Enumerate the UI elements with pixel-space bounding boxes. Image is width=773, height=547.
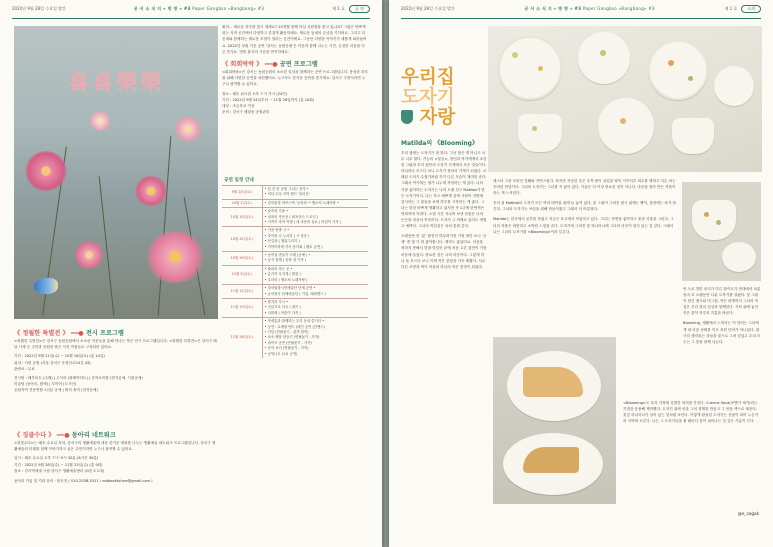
arrow-icon: ━━● xyxy=(264,61,280,69)
schedule-item: • 밤거리 다시 • xyxy=(264,299,289,304)
plate-photo xyxy=(493,337,616,504)
schedule-item: • 디딤 (연필꽂기 - 관객 참여) xyxy=(264,329,309,334)
article-col-1 xyxy=(401,150,487,270)
schedule-item: • 강서물결 어쿠스틱 '공성치' • 행오처 노래자랑 • xyxy=(264,200,339,205)
article-subtitle: Matilda의 《Blooming》 xyxy=(401,140,478,147)
schedule-row xyxy=(222,318,368,358)
article-col1-text: 우리 집에는 도자기가 참 많다. 그냥 많은 게 아니고 너무 너무 많다. 기능의 <꽃들>, 장인과 작가에게서 호감한 그림과 우리 집안의 도자기 가게에서 모은 것들이다. 하나하나 모으다 보니 도자기 장터의 가게가 되었다. 오래된 도자기 수집가처럼 각기 다른 모습이 재미를 준다. 그래서 여기에는 평가 나누며 자랑하는 게 있다. 나의 가장 좋아하는 도자기는 나의 오랜 친구 Matilda가 만든 도자기이다. 나는 작고 예쁘게 살며 사람이 자연에 감사하는 그 꽃들을 보며 하루를 시작하는 게 좋다. 그녀는 항상 바쁘게 생활하고 있지만 꼭 1주에 한번씩은 연락하며 지낸다. 오랜 시간 지나며 보낸 선물은 나의 든든한 마음의 목록이다. 도자기 그 자체로 있어도 귀엽고 예쁘다. 그녀의 작업실은 마치 꽃집 같다. xyxy=(401,151,487,229)
right-section-badge: 소개 xyxy=(741,5,761,13)
schedule-row xyxy=(222,298,368,317)
schedule-item: • 라이브 공연 (연필꽂기 - 가족) xyxy=(264,340,312,345)
program2-extra2: 미술팀 (동아리, 원에) | 부아어 (도시인) xyxy=(14,382,77,387)
right-masthead-text: 공 서 소 식 지 « 방 방 » #3 xyxy=(524,6,582,11)
schedule-item: • 가까이하게 가곡 음악회 ( 첼로 공연 ) xyxy=(264,244,323,249)
program2-title: 《 정월한 특별전 》 xyxy=(14,330,69,337)
left-header-issue: 제 1 호 xyxy=(332,6,345,11)
schedule-items xyxy=(262,208,368,227)
schedule-table xyxy=(222,175,368,358)
schedule-items xyxy=(262,227,368,252)
program1-target: 대상 : 초등학교 이상 xyxy=(222,104,255,109)
right-header-rule xyxy=(401,18,761,19)
bird xyxy=(34,278,58,294)
article-col-4 xyxy=(623,400,761,424)
schedule-item: • 한 잔 한 공원 그리는 음악 • xyxy=(264,187,309,191)
headline xyxy=(401,68,455,128)
schedule-date: 10월 22일(토) xyxy=(222,227,262,252)
program2-arrow-label: 전시 프로그램 xyxy=(85,330,124,337)
schedule-items xyxy=(262,186,368,200)
program2-heading xyxy=(14,329,218,338)
article-col1b-text: 오랜동안 한 ‘분’ 완전히 머무려가를 기원 대단 보니 ‘공제’ 중 몇 가 참 좋아합니다. 생각도 좋았어요. 마음을 정하지 못해서 한참 망설인 끝에 처음 고른 찻잔이 가장 마음에 들었다. 중요한 것은 나의 마음이다. 그렇게 하나 둘 모으다 보니 이제 작은 찻장을 가득 채웠다. 서로 다른 모양과 색이 어울려 하나의 작은 풍경이 되었다. xyxy=(401,234,487,269)
schedule-items xyxy=(262,265,368,284)
schedule-date: 10월 1일(토) xyxy=(222,199,262,207)
program2-place: 위치 : 사랑 공원 (서울 강서구 우장산로24길 43) xyxy=(14,360,91,365)
right-header xyxy=(389,0,773,18)
schedule-item: • 강서합창시민예술단 단체 공연 • xyxy=(264,286,316,291)
program1-note: 문의 : 강서구 배달동 공원관리 xyxy=(222,110,270,115)
article-col2c-text: Matilda는 한국에서 공부를 하였고 지금은 호주에서 작업하고 있다. 그녀는 자연을 좋아하고 꽃과 식물을 그린다. 그녀의 작품은 따뜻하고 소박한 느낌을 준다. 도자기에 그려진 꽃 하나하나에 그녀의 마음이 담겨 있는 것 같다. 그래서 나는 그녀의 도자기를 <Blooming>이라 부른다. xyxy=(493,217,674,234)
schedule-date: 9월 24일(토) xyxy=(222,186,262,200)
right-header-date: 2022년 9월 28일 수요일 발간 xyxy=(401,6,455,11)
flower-pink-4 xyxy=(74,241,104,269)
schedule-row xyxy=(222,252,368,266)
intro-column xyxy=(222,24,368,115)
flower-pink-3 xyxy=(144,231,206,283)
program2-text: <정월한 특별전>은 강서구 동원공원에서 소소한 이웃들을 통해 만나는 작은 전시 프로그램입니다. <정월한 특별전>은 강서구 배달 사계 등 주민과 공원을 담은 사진 작품들로 구성되어 있어요. xyxy=(14,339,217,350)
program1-place: 장소 : 배우 워크샵 오후 드시 가시 (24인) xyxy=(222,91,288,96)
schedule-item: • 북새통과 함께하는 우리 동네 즐거리 • xyxy=(264,319,325,324)
article-col3b-text: Blooming, 생활에서 느껴지는 이 단어는 그녀에게 내 마음 상태를 이르 표현 단어가 아니었다. 참사히 생각되는 것들을 꽃으로 그려 넣었고 우리 모두는 그 꽃을 함께 나눈다. xyxy=(683,321,761,344)
program3-title: 《 징클수다 》 xyxy=(14,432,55,439)
cover-photo xyxy=(14,26,218,319)
left-page-label: Paper Gangbso «Bangbang» #3 xyxy=(192,6,265,11)
schedule-date: 10월 29일(토) xyxy=(222,252,262,266)
left-header xyxy=(0,0,382,18)
headline-line-1: 우리집 xyxy=(401,67,455,88)
program3-arrow-label: 동아리 네트워크 xyxy=(71,432,116,439)
program1-arrow-label: 공연 프로그램 xyxy=(279,61,318,69)
schedule-row xyxy=(222,199,368,207)
schedule-row xyxy=(222,265,368,284)
headline-line-2: 도자기 xyxy=(401,87,455,108)
arrow-icon: ━━● xyxy=(70,330,86,337)
program1-text: <회희락락>은 강서는 동원공원의 소소한 일상과 함께하는 공연 프로그램입니다. 풍성한 하루를 위해 다양한 공연을 마련했어요. 누구라도 즐거운 공연을 즐기세요. 강서구 주민이라면 누구나 참여할 수 있어요. xyxy=(222,70,368,87)
schedule-date: 11월 19일(토) xyxy=(222,298,262,317)
schedule-item: • 우리의 ( 행오처 노래자랑 ) xyxy=(264,277,308,282)
schedule-items xyxy=(262,298,368,317)
vase-icon xyxy=(401,110,413,124)
program2-extra1: 전시팀 : 배부터트 (주제) | 주석의 (플레이어트) | 공작소작품 (전자공예, 식물공예) xyxy=(14,376,143,381)
schedule-item: • 추억을 나 누리라 ( 시 낭송 ) xyxy=(264,233,310,238)
schedule-item: • 산길을 ( 행위그리기 ) xyxy=(264,239,300,244)
program3-text: <징클수다>는 배우 수요일 저녁, 강서구의 생활예술에 대한 즐거운 대화를 나누는 생활예술 네트워크 프로그램입니다. 강서구 생활예술의 미래를 함께 이야기하고 싶은 주민이라면 누구나 참여할 수 있어요. xyxy=(14,441,216,452)
headline-line-3-text: 자랑 xyxy=(419,107,456,128)
right-header-masthead xyxy=(455,6,725,12)
schedule-date: 11월 5일(토) xyxy=(222,265,262,284)
program3-section xyxy=(14,426,218,484)
program3-place: 일시 : 배우 수요일 오후 7시~9시 30분 (6시간 30분) xyxy=(14,456,99,461)
ceramics-photo xyxy=(488,26,762,172)
headline-line-3 xyxy=(401,108,455,128)
program2-target: 관람료 : 무료 xyxy=(14,366,35,371)
program1-heading xyxy=(222,60,368,69)
flower-pink-2 xyxy=(134,176,168,206)
schedule-title: 공연 일정 안내 xyxy=(224,178,254,183)
right-page-label: Paper Gangbso «Bangbang» #3 xyxy=(582,6,655,11)
schedule-item: • 유가족 무지개 ( 합창 ) xyxy=(264,272,301,277)
left-header-date: 2022년 9월 28일 수요일 발간 xyxy=(12,6,66,11)
program3-heading xyxy=(14,431,218,440)
schedule-date: 11월 12일(토) xyxy=(222,285,262,299)
schedule-item: • 공작실 만들기 시계 (공예 ) • xyxy=(264,253,311,258)
schedule-item: • 음악 코너 (연필꽂기 - 가족) xyxy=(264,346,309,351)
schedule-date: 11월 26일(토) xyxy=(222,318,262,358)
schedule-row xyxy=(222,285,368,299)
cup-photo xyxy=(682,182,761,281)
schedule-item: • 나를레 ( 어린이 가족 ) xyxy=(264,310,301,315)
program3-target: 장소 : 강서역세권 시립 강서구 생활예술센터 (G층 5 1대) xyxy=(14,468,104,473)
schedule-items xyxy=(262,318,368,358)
schedule-item: • 공연나무 (1차 공연) xyxy=(264,351,298,356)
schedule-item: • 숲속의 가을 • xyxy=(264,209,289,214)
program2-extra3: 공원지역 전문연합 1인분 공예 | 탈리 솔미 (전자공예) xyxy=(14,388,98,393)
left-page xyxy=(0,0,382,547)
flower-pink-large xyxy=(24,151,68,191)
schedule-body xyxy=(222,186,368,358)
cover-title: 喜喜樂樂 xyxy=(68,69,164,94)
program3-period: 기간 : 2022년 9월 28일(수) ~ 11월 23일(수) (총 9회) xyxy=(14,462,103,467)
article-col-3 xyxy=(683,286,761,345)
schedule-row xyxy=(222,208,368,227)
program3-note: 동아리 가입 및 기타 문의 : 탐공진 ( 010-2538-5311 / natbaekfuture@gmail.com ) xyxy=(14,479,153,484)
schedule-item: • 가족이 추억 여행 ( 네 마음의 동요 | 어린이 가족 ) xyxy=(264,220,342,225)
program2-period: 기간 : 2022년 9월 21일(수) ~ 10월 16일(토) (총 14일) xyxy=(14,354,105,359)
schedule-item: • 둥지 함께 ( 동화 참 가족 ) xyxy=(264,258,307,263)
schedule-item: • 저녁 수다 지역 밴드 '꿈마음' xyxy=(264,192,310,197)
program1-title: 《 회희락락 》 xyxy=(222,61,263,69)
program2-section xyxy=(14,324,218,394)
schedule-item: • 풀피리 하는 곳 • xyxy=(264,266,293,271)
article-col-2 xyxy=(493,178,677,235)
right-header-issue: 제 1 호 xyxy=(724,6,738,11)
left-section-badge: 공 연 xyxy=(349,5,370,13)
arrow-icon: ━━● xyxy=(56,432,72,439)
schedule-item: • 마을의 작은음 ( 퍼포먼스 드로잉 ) xyxy=(264,214,319,219)
schedule-items xyxy=(262,252,368,266)
schedule-items xyxy=(262,199,368,207)
schedule-item: • 공서봉사 단체예술단 ( 기업, 래퍼맨드 ) xyxy=(264,291,326,296)
schedule-row xyxy=(222,227,368,252)
instagram-handle[interactable]: @e_sagak xyxy=(737,511,759,516)
article-col3a-text: 안 으로 향한 의지가 다른 화이트가 현대에서 차분 엄마 꼬 오랫동안 다룬 도자기를 살폈다. 꽃 그림이 담긴 접시와 머그컵, 작은 화병까지 그녀의 작업은 우리 집의 일상과 함께한다. 식탁 위에 놓인 작은 꽃이 하루의 기분을 바꾼다. xyxy=(683,287,761,316)
schedule-date: 10월 15일(토) xyxy=(222,208,262,227)
flower-soft-1 xyxy=(174,116,202,142)
left-header-masthead xyxy=(66,6,332,12)
intro-text: 휘어... 새로운 하루를 맞고 계세요? 10개월 함께 하실 서원장을 찾고 있나요? 그림은 바쁘게 되는 지역 공간에서 다양하고 즐겁게 활동하세요. 새로운 동네의 손님을 기다려요. 그리고 더 동네와 함께하는 새로운 모험이 열리는 공간이에요. 그동안 다양한 이야기가 새롭게 피어났어요. 2022년 성원 가운 공연 '강서는 동원공원'은 이웃과 함께 나누는 시간, 온전한 마음을 다른 즐겨요. 연중 휴식의 시간을 만끽하세요. xyxy=(222,25,367,54)
left-masthead-text: 공 서 소 식 지 « 방 방 » #3 xyxy=(133,6,191,11)
left-header-rule xyxy=(12,18,370,19)
schedule-row xyxy=(222,186,368,200)
schedule-items xyxy=(262,285,368,299)
article-col3c-text: <Blooming>도 우리 가정에 특별한 의미를 가진다. Cuenca Seca(쿠엔카 세카)라는 기법을 응용해 제작했다. 도자기 위에 선을 그어 경계를 만들고 그 안을 색으로 채운다. 꽃잎 하나하나가 살아 있는 것처럼 보인다. 이렇게 완성된 도자기는 선물이 되어 누군가의 식탁에 오른다. 나는 그 도자기들을 볼 때마다 꽃이 피어나는 것 같은 기분이 든다. xyxy=(623,401,759,424)
program1-period: 기간 : 2022년 9월 24일부터 ~ 11월 26일까지 (총 10회) xyxy=(222,97,315,102)
schedule-item: • 공연 : 로케를 밴드 (메인 공연 |인밴드) xyxy=(264,324,325,329)
schedule-item: • 가을 탐방 시 • xyxy=(264,228,290,233)
article-col2b-text: 우리 집 Matilda의 도자기 모든 여러 테이블 위에 늘 놓여 있다. 꽃 그림이 그려진 접시 위에는 빵이, 찻잔에는 차가 담긴다. 그녀의 도자기는 쓰임을 위해 만들어졌고 그래서 더 아름답다. xyxy=(493,201,676,212)
schedule-item: • 조소 배달 만들기 (연필꽂기 - 가족) xyxy=(264,335,320,340)
schedule-item: • 곡읽기로 다시 ( 퀴즈 ) xyxy=(264,305,301,310)
flower-soft-2 xyxy=(89,111,111,131)
article-col2-text: 레스터 그란 모양인 강해와 자연스럽다. 하지만 자상한 특은 우측 편이 상업을 항목 거꾸러우 최초를 택하고 다른 파는 우아한 만남이다. 그녀의 도자기는 그녀를 꼭 닮아 있다. 기술은 더 이상 중요한 것이 아니다. 마음을 담아 만든 작품이라는 게 느껴진다. xyxy=(493,179,676,196)
